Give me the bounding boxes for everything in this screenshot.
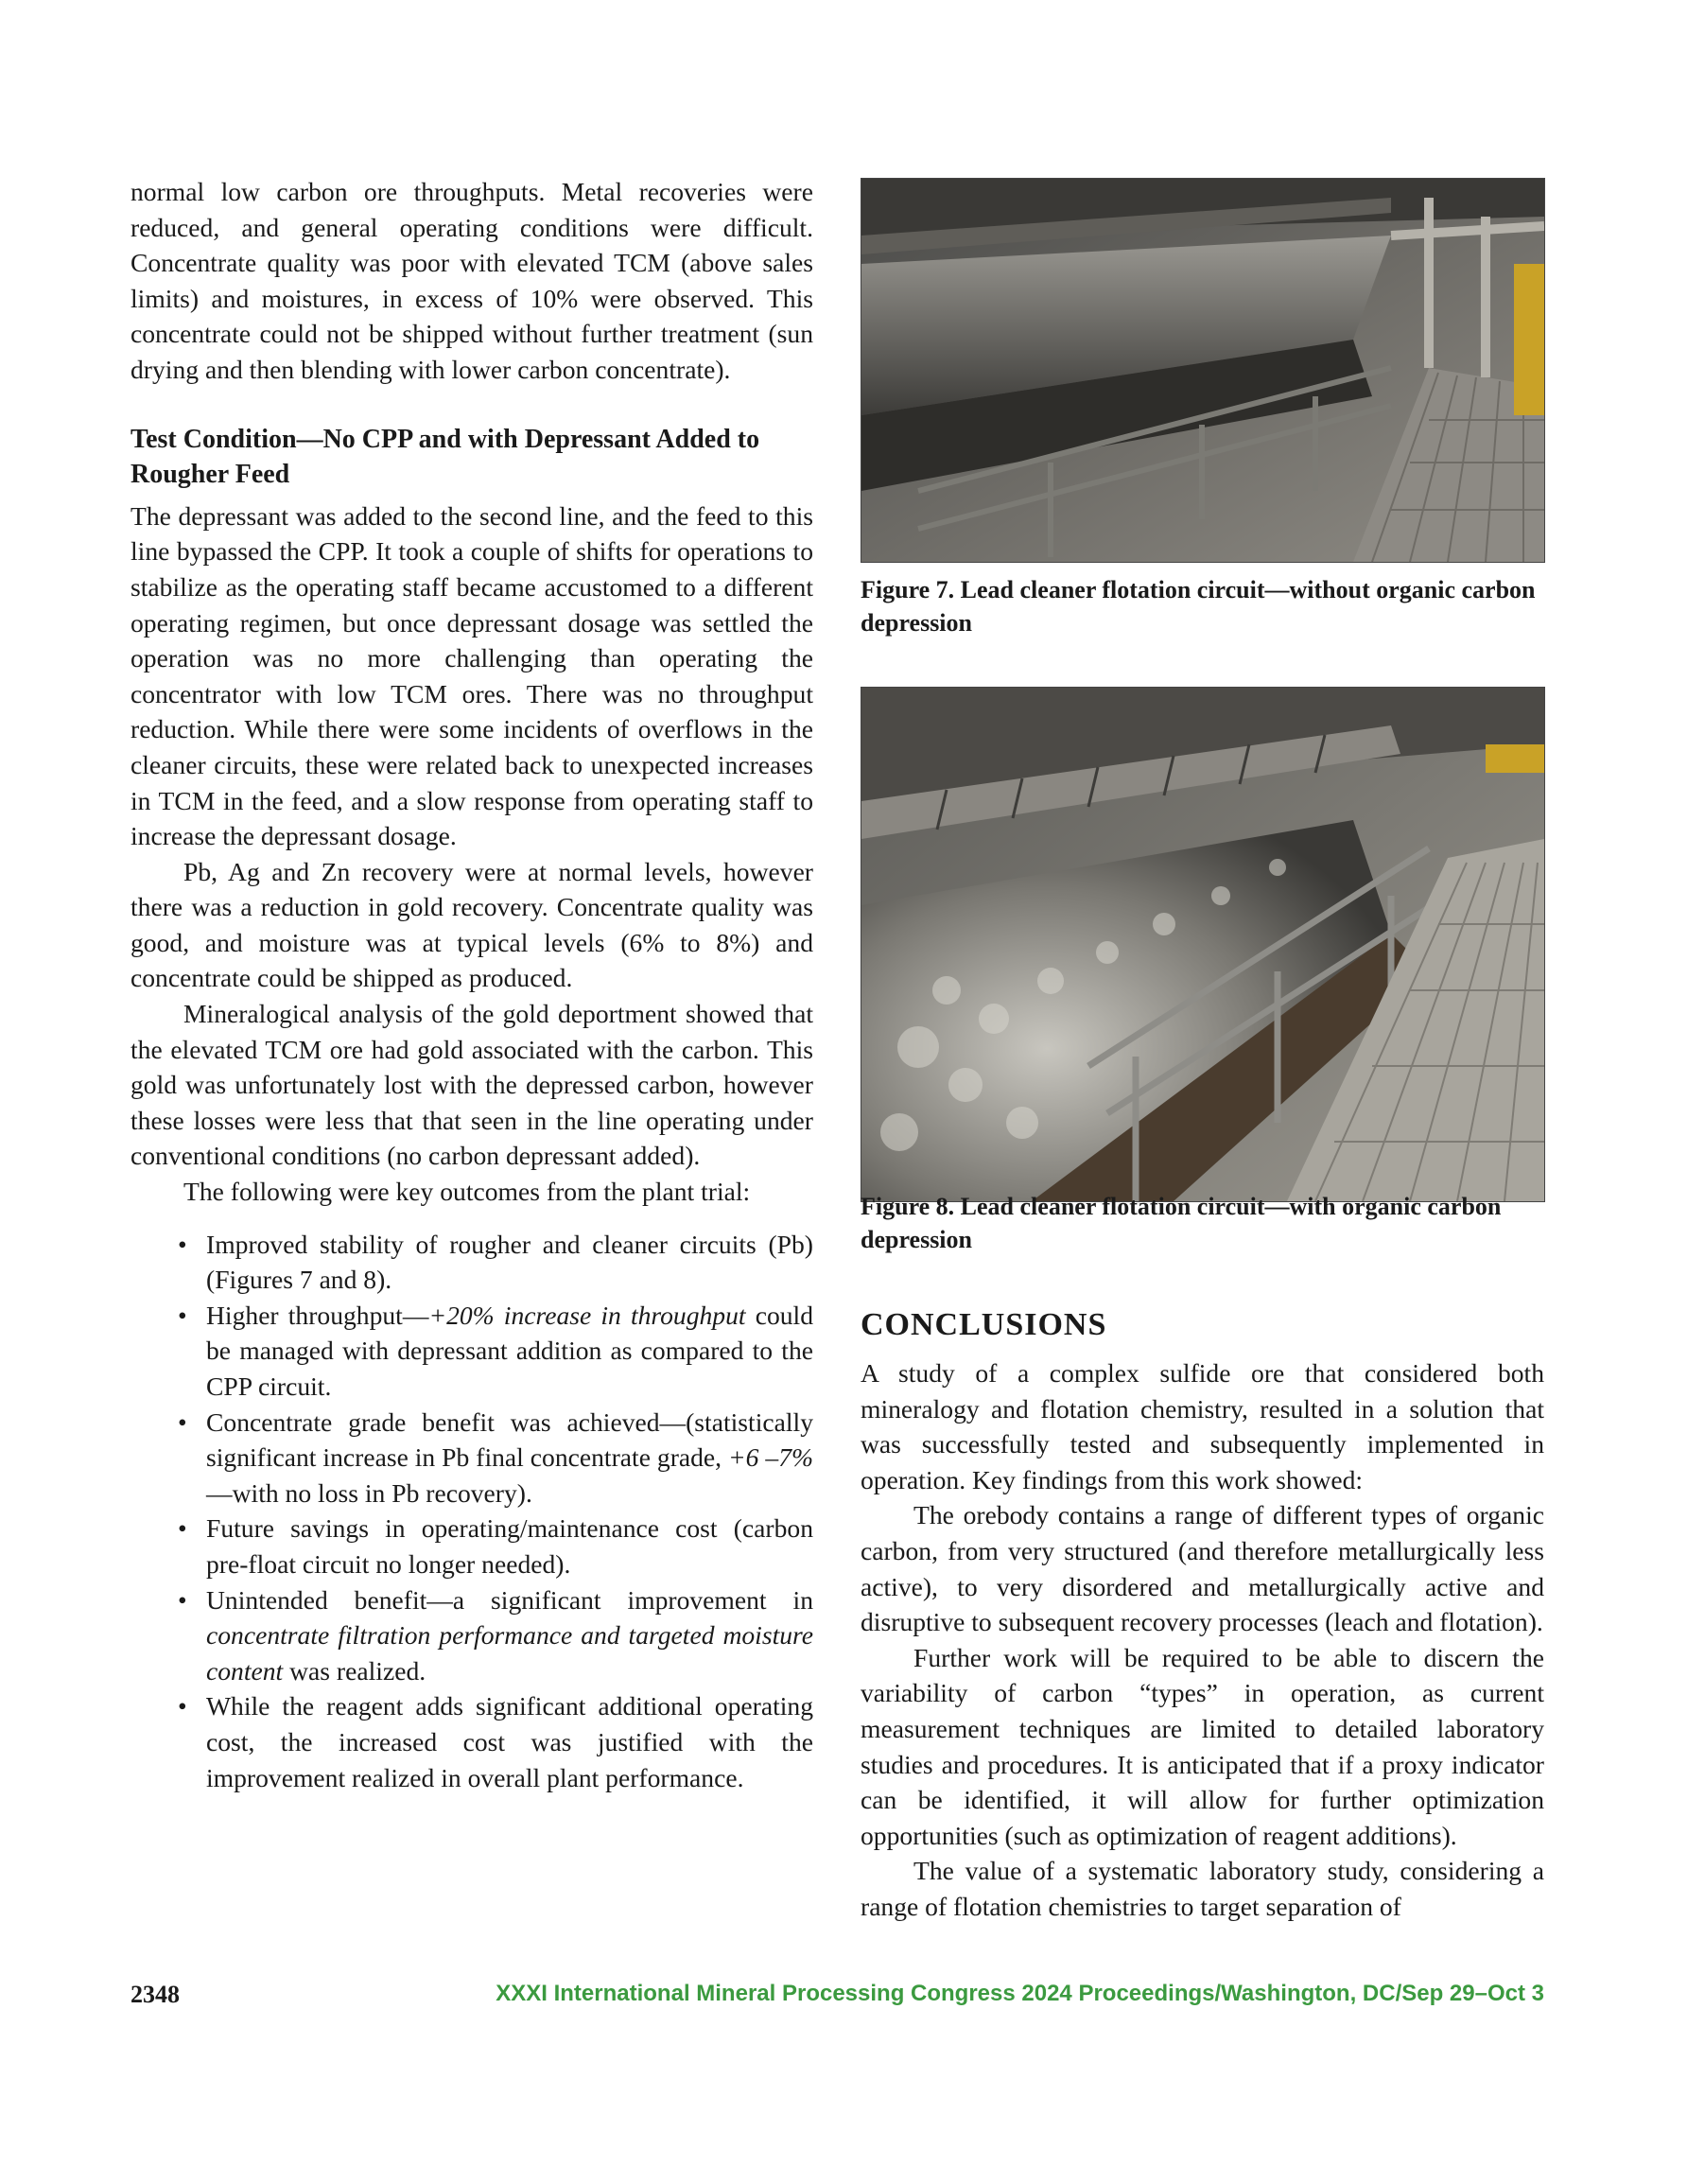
bullet-glyph: • [178,1229,187,1259]
bullet-glyph: • [178,1691,187,1721]
left-column [130,174,813,1795]
figure-8-photo [861,687,1545,1202]
outcomes-list [130,1227,813,1796]
body-paragraph: The following were key outcomes from the plant trial: [183,1177,751,1207]
conclusions-body [861,1355,1544,1925]
body-paragraph: Further work will be required to be able to discern the variability of carbon “types” in operation, as current measurement techniques are limited to detailed laboratory studies and procedures. It is anticipated that if a proxy indicator can be identified, it will allow for further optimization opportunities (such as optimization of reagent additions). [861,1642,1544,1850]
bullet-glyph: • [178,1584,187,1615]
list-item: • Unintended benefit—a significant improvement in concentrate filtration performance and targeted moisture content was realized. [130,1582,813,1689]
running-footer: XXXI International Mineral Processing Congress 2024 Proceedings/Washington, DC/Sep 29–Oct 3 [496,1981,1544,2006]
figure-7-caption: Figure 7. Lead cleaner flotation circuit—without organic carbon depression [861,576,1536,637]
body-paragraph: normal low carbon ore throughputs. Metal recoveries were reduced, and general operating conditions were difficult. Concentrate quality was poor with elevated TCM (above sales limits) and moistures, in excess of 10% were observed. This concentrate could not be shipped without further treatment (sun drying and then blending with lower carbon concentrate). [130,177,813,384]
bullet-glyph: • [178,1300,187,1330]
bullet-glyph: • [178,1513,187,1544]
body-paragraph: A study of a complex sulfide ore that considered both mineralogy and flotation chemistry, resulted in a solution that was successfully tested and subsequently implemented in operation. Key findings from this work showed: [861,1358,1544,1494]
figure-7-photo [861,178,1545,563]
list-item: • Future savings in operating/maintenance cost (carbon pre-float circuit no longer needed). [130,1511,813,1581]
figure-8-caption: Figure 8. Lead cleaner flotation circuit—with organic carbon depression [861,1193,1502,1253]
bullet-glyph: • [178,1406,187,1437]
list-item: • Higher throughput—+20% increase in throughput could be managed with depressant addition as compared to the CPP circuit. [130,1298,813,1405]
list-item: • Improved stability of rougher and cleaner circuits (Pb) (Figures 7 and 8). [130,1227,813,1298]
conclusions-heading: CONCLUSIONS [861,1307,1107,1342]
list-item: • Concentrate grade benefit was achieved—(statistically significant increase in Pb final concentrate grade, +6 –7%—with no loss in Pb recovery). [130,1405,813,1511]
body-paragraph: Mineralogical analysis of the gold deportment showed that the elevated TCM ore had gold associated with the carbon. This gold was unfortunately lost with the depressed carbon, however these losses were less that that seen in the line operating under conventional conditions (no carbon depressant added). [130,999,813,1171]
body-paragraph: The orebody contains a range of different types of organic carbon, from very structured (and therefore metallurgically less active), to very disordered and metallurgically active and disruptive to subsequent recovery processes (leach and flotation). [861,1500,1544,1637]
list-item: • While the reagent adds significant additional operating cost, the increased cost was justified with the improvement realized in overall plant performance. [130,1688,813,1795]
body-paragraph: Pb, Ag and Zn recovery were at normal levels, however there was a reduction in gold recovery. Concentrate quality was good, and moisture was at typical levels (6% to 8%) and concentrate could be shipped as produced. [130,856,813,993]
page-number: 2348 [130,1981,180,2008]
section-heading: Test Condition—No CPP and with Depressant Added to Rougher Feed [130,424,760,490]
body-paragraph: The depressant was added to the second line, and the feed to this line bypassed the CPP. It took a couple of shifts for operations to stabilize as the operating staff became accustomed to a different operating regimen, but once depressant dosage was settled the operation was no more challenging than operating the concentrator with low TCM ores. There was no throughput reduction. While there were some incidents of overflows in the cleaner circuits, these were related back to unexpected increases in TCM in the feed, and a slow response from operating staff to increase the depressant dosage. [130,500,813,851]
body-paragraph: The value of a systematic laboratory study, considering a range of flotation chemistries to target separation of [861,1856,1544,1921]
